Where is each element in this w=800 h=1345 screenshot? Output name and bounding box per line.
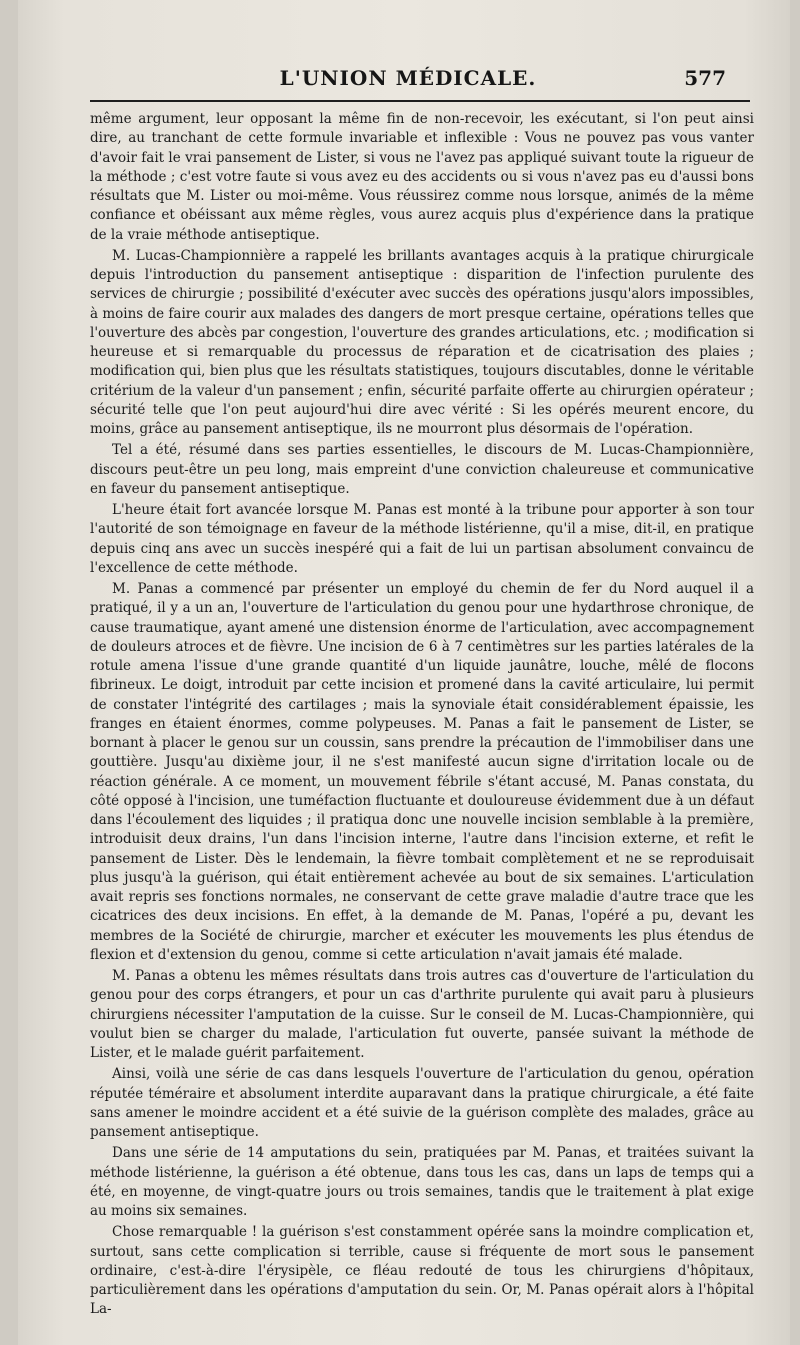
paragraph: Tel a été, résumé dans ses parties essentielles, le discours de M. Lucas-Championnière, discours peut-être un peu long, mais empreint d'une conviction chaleureuse et communicative en faveur du pansement antiseptique.	[90, 442, 754, 497]
paragraph: M. Lucas-Championnière a rappelé les brillants avantages acquis à la pratique chirurgicale depuis l'introduction du pansement antiseptique : disparition de l'infection purulente des services de chirurgie ; possibilité d'exécuter avec succès des opérations jusqu'alors impossibles, à moins de faire courir aux malades des dangers de mort presque certaine, opérations telles que l'ouverture des abcès par congestion, l'ouverture des grandes articulations, etc. ; modification si heureuse et si remarquable du processus de réparation et de cicatrisation des plaies ; modification qui, bien plus que les résultats statistiques, toujours discutables, donne le véritable critérium de la valeur d'un pansement ; enfin, sécurité parfaite offerte au chirurgien opérateur ; sécurité telle que l'on peut aujourd'hui dire avec vérité : Si les opérés meurent encore, du moins, grâce au pansement antiseptique, ils ne mourront plus désormais de l'opération.	[90, 247, 755, 437]
paragraph: Ainsi, voilà une série de cas dans lesquels l'ouverture de l'articulation du genou, opération réputée téméraire et absolument interdite auparavant dans la pratique chirurgicale, a été faite sans amener le moindre accident et a été suivie de la guérison complète des malades, grâce au pansement antiseptique.	[90, 1066, 754, 1140]
header-rule	[90, 100, 750, 102]
running-header	[90, 66, 726, 96]
running-title: L'UNION MÉDICALE.	[279, 66, 537, 90]
paragraph: Dans une série de 14 amputations du sein, pratiquées par M. Panas, et traitées suivant la méthode listérienne, la guérison a été obtenue, dans tous les cas, dans un laps de temps qui a été, en moyenne, de vingt-quatre jours ou trois semaines, tandis que le traitement à plat exige au moins six semaines.	[90, 1145, 754, 1219]
paragraph: M. Panas a obtenu les mêmes résultats dans trois autres cas d'ouverture de l'articulation du genou pour des corps étrangers, et pour un cas d'arthrite purulente qui avait paru à plusieurs chirurgiens nécessiter l'amputation de la cuisse. Sur le conseil de M. Lucas-Championnière, qui voulut bien se charger du malade, l'articulation fut ouverte, pansée suivant la méthode de Lister, et le malade guérit parfaitement.	[90, 968, 754, 1061]
body-text	[90, 110, 754, 1320]
paragraph-continued: même argument, leur opposant la même fin de non-recevoir, les exécutant, si l'on peut ainsi dire, au tranchant de cette formule invariable et inflexible : Vous ne pouvez pas vous vanter d'avoir fait le vrai pansement de Lister, si vous ne l'avez pas appliqué suivant toute la rigueur de la méthode ; c'est votre faute si vous avez eu des accidents ou si vous n'avez pas eu d'aussi bons résultats que M. Lister ou moi-même. Vous réussirez comme nous lorsque, animés de la même confiance et obéissant aux même règles, vous aurez acquis plus d'expérience dans la pratique de la vraie méthode antiseptique.	[90, 111, 754, 243]
paragraph: M. Panas a commencé par présenter un employé du chemin de fer du Nord auquel il a pratiqué, il y a un an, l'ouverture de l'articulation du genou pour une hydarthrose chronique, de cause traumatique, ayant amené une distension énorme de l'articulation, avec accompagnement de douleurs atroces et de fièvre. Une incision de 6 à 7 centimètres sur les parties latérales de la rotule amena l'issue d'une grande quantité d'un liquide jaunâtre, louche, mêlé de flocons fibrineux. Le doigt, introduit par cette incision et promené dans la cavité articulaire, lui permit de constater l'intégrité des cartilages ; mais la synoviale était considérablement épaissie, les franges en étaient énormes, comme polypeuses. M. Panas a fait le pansement de Lister, se bornant à placer le genou sur un coussin, sans prendre la précaution de l'immobiliser dans une gouttière. Jusqu'au dixième jour, il ne s'est manifesté aucun signe d'irritation locale ou de réaction générale. A ce moment, un mouvement fébrile s'étant accusé, M. Panas constata, du côté opposé à l'incision, une tuméfaction fluctuante et douloureuse évidemment due à un défaut dans l'écoulement des liquides ; il pratiqua donc une nouvelle incision semblable à la première, introduisit deux drains, l'un dans l'incision interne, l'autre dans l'incision externe, et refit le pansement de Lister. Dès le lendemain, la fièvre tombait complètement et ne se reproduisait plus jusqu'à la guérison, qui était entièrement achevée au bout de six semaines. L'articulation avait repris ses fonctions normales, ne conservant de cette grave maladie d'autre trace que les cicatrices des deux incisions. En effet, à la demande de M. Panas, l'opéré a pu, devant les membres de la Société de chirurgie, marcher et exécuter les mouvements les plus étendus de flexion et d'extension du genou, comme si cette articulation n'avait jamais été malade.	[90, 581, 754, 963]
paragraph: Chose remarquable ! la guérison s'est constamment opérée sans la moindre complication et, surtout, sans cette complication si terrible, cause si fréquente de mort sous le pansement ordinaire, c'est-à-dire l'érysipèle, ce fléau redouté de tous les chirurgiens d'hôpitaux, particulièrement dans les opérations d'amputation du sein. Or, M. Panas opérait alors à l'hôpital La-	[90, 1224, 754, 1318]
paragraph: L'heure était fort avancée lorsque M. Panas est monté à la tribune pour apporter à son tour l'autorité de son témoignage en faveur de la méthode listérienne, qu'il a mise, dit-il, en pratique depuis cinq ans avec un succès inespéré qui a fait de lui un partisan absolument convaincu de l'excellence de cette méthode.	[90, 502, 754, 576]
page-number: 577	[684, 66, 726, 90]
